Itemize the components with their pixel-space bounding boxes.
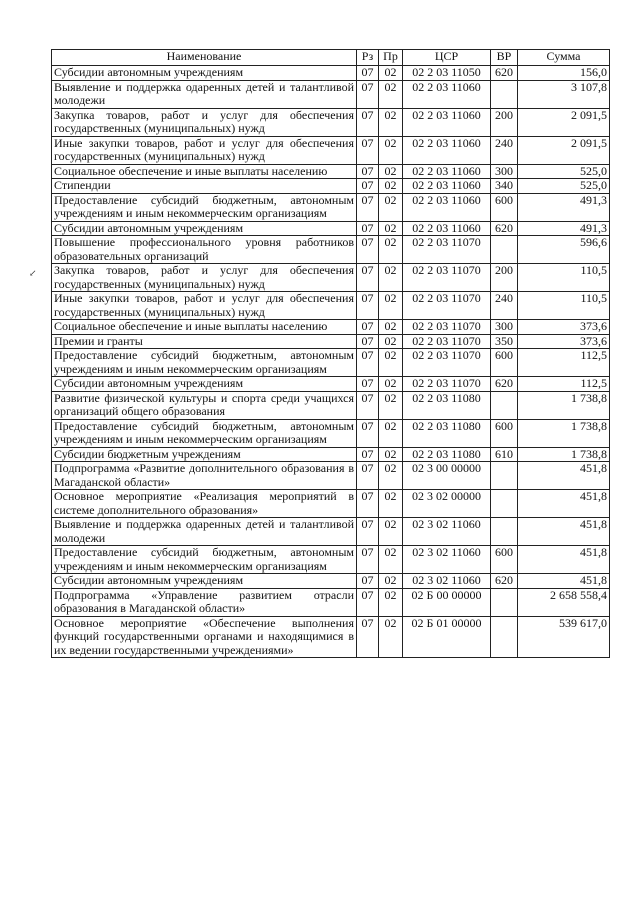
cell-pr: 02: [379, 447, 403, 462]
cell-name: Подпрограмма «Развитие дополнительного образования в Магаданской области»: [52, 462, 357, 490]
cell-pr: 02: [379, 391, 403, 419]
cell-sum: 491,3: [518, 221, 610, 236]
cell-pr: 02: [379, 264, 403, 292]
cell-csr: 02 2 03 11080: [403, 391, 491, 419]
cell-vr: 610: [491, 447, 518, 462]
cell-vr: 600: [491, 546, 518, 574]
cell-sum: 3 107,8: [518, 80, 610, 108]
cell-pr: 02: [379, 221, 403, 236]
table-row: [52, 221, 610, 236]
budget-table: [51, 49, 610, 658]
cell-pr: 02: [379, 334, 403, 349]
table-header: [52, 50, 610, 66]
cell-csr: 02 3 02 11060: [403, 574, 491, 589]
cell-csr: 02 2 03 11070: [403, 377, 491, 392]
cell-vr: 600: [491, 349, 518, 377]
cell-sum: 1 738,8: [518, 419, 610, 447]
cell-vr: 620: [491, 377, 518, 392]
table-row: [52, 518, 610, 546]
cell-sum: 525,0: [518, 179, 610, 194]
cell-sum: 2 658 558,4: [518, 588, 610, 616]
cell-sum: 491,3: [518, 193, 610, 221]
header-name: Наименование: [52, 50, 357, 66]
cell-vr: [491, 391, 518, 419]
table-row: [52, 616, 610, 658]
cell-csr: 02 3 02 11060: [403, 518, 491, 546]
cell-csr: 02 2 03 11060: [403, 136, 491, 164]
cell-vr: 200: [491, 264, 518, 292]
cell-rz: 07: [357, 164, 379, 179]
cell-sum: 112,5: [518, 349, 610, 377]
cell-sum: 373,6: [518, 334, 610, 349]
cell-pr: 02: [379, 179, 403, 194]
cell-vr: [491, 80, 518, 108]
table-row: [52, 377, 610, 392]
cell-vr: 300: [491, 164, 518, 179]
table-row: [52, 462, 610, 490]
table-row: [52, 588, 610, 616]
header-row: [52, 50, 610, 66]
cell-csr: 02 Б 01 00000: [403, 616, 491, 658]
cell-pr: 02: [379, 136, 403, 164]
cell-name: Субсидии бюджетным учреждениям: [52, 447, 357, 462]
cell-name: Закупка товаров, работ и услуг для обеспечения государственных (муниципальных) нужд: [52, 108, 357, 136]
cell-vr: 340: [491, 179, 518, 194]
cell-name: Предоставление субсидий бюджетным, автономным учреждениям и иным некоммерческим организациям: [52, 419, 357, 447]
cell-rz: 07: [357, 391, 379, 419]
cell-sum: 156,0: [518, 66, 610, 81]
cell-sum: 373,6: [518, 320, 610, 335]
table-row: [52, 236, 610, 264]
cell-name: Субсидии автономным учреждениям: [52, 377, 357, 392]
cell-pr: 02: [379, 462, 403, 490]
cell-pr: 02: [379, 108, 403, 136]
table-row: [52, 66, 610, 81]
cell-csr: 02 2 03 11060: [403, 193, 491, 221]
header-csr: ЦСР: [403, 50, 491, 66]
cell-csr: 02 Б 00 00000: [403, 588, 491, 616]
cell-sum: 110,5: [518, 264, 610, 292]
cell-vr: 300: [491, 320, 518, 335]
table-row: [52, 136, 610, 164]
header-sum: Сумма: [518, 50, 610, 66]
table-row: [52, 391, 610, 419]
cell-pr: 02: [379, 80, 403, 108]
table-row: [52, 264, 610, 292]
cell-vr: 620: [491, 66, 518, 81]
cell-name: Субсидии автономным учреждениям: [52, 66, 357, 81]
cell-name: Субсидии автономным учреждениям: [52, 221, 357, 236]
cell-name: Предоставление субсидий бюджетным, автономным учреждениям и иным некоммерческим организациям: [52, 349, 357, 377]
cell-name: Иные закупки товаров, работ и услуг для обеспечения государственных (муниципальных) нужд: [52, 136, 357, 164]
cell-rz: 07: [357, 292, 379, 320]
cell-vr: 600: [491, 193, 518, 221]
cell-rz: 07: [357, 193, 379, 221]
cell-vr: [491, 462, 518, 490]
cell-vr: 600: [491, 419, 518, 447]
header-rz: Рз: [357, 50, 379, 66]
cell-sum: 451,8: [518, 518, 610, 546]
cell-sum: 110,5: [518, 292, 610, 320]
cell-name: Иные закупки товаров, работ и услуг для обеспечения государственных (муниципальных) нужд: [52, 292, 357, 320]
cell-csr: 02 2 03 11050: [403, 66, 491, 81]
cell-name: Основное мероприятие «Обеспечение выполнения функций государственными органами и находящимися в их ведении государственными учреждениями»: [52, 616, 357, 658]
cell-rz: 07: [357, 80, 379, 108]
table-row: [52, 349, 610, 377]
cell-rz: 07: [357, 447, 379, 462]
table-row: [52, 419, 610, 447]
cell-pr: 02: [379, 588, 403, 616]
cell-sum: 451,8: [518, 574, 610, 589]
margin-mark: ↙: [29, 268, 37, 278]
table-row: [52, 292, 610, 320]
cell-csr: 02 3 02 11060: [403, 546, 491, 574]
cell-sum: 112,5: [518, 377, 610, 392]
cell-csr: 02 2 03 11060: [403, 179, 491, 194]
table-row: [52, 80, 610, 108]
cell-pr: 02: [379, 164, 403, 179]
cell-rz: 07: [357, 236, 379, 264]
cell-pr: 02: [379, 236, 403, 264]
table-row: [52, 546, 610, 574]
cell-name: Подпрограмма «Управление развитием отрасли образования в Магаданской области»: [52, 588, 357, 616]
cell-vr: 620: [491, 221, 518, 236]
cell-name: Социальное обеспечение и иные выплаты населению: [52, 320, 357, 335]
cell-vr: 240: [491, 292, 518, 320]
cell-sum: 2 091,5: [518, 136, 610, 164]
cell-vr: 200: [491, 108, 518, 136]
cell-pr: 02: [379, 377, 403, 392]
cell-rz: 07: [357, 377, 379, 392]
cell-rz: 07: [357, 419, 379, 447]
cell-pr: 02: [379, 320, 403, 335]
cell-csr: 02 3 02 00000: [403, 490, 491, 518]
cell-name: Социальное обеспечение и иные выплаты населению: [52, 164, 357, 179]
table-row: [52, 164, 610, 179]
cell-vr: [491, 588, 518, 616]
cell-csr: 02 3 00 00000: [403, 462, 491, 490]
cell-rz: 07: [357, 546, 379, 574]
cell-rz: 07: [357, 518, 379, 546]
cell-vr: [491, 518, 518, 546]
cell-rz: 07: [357, 334, 379, 349]
cell-pr: 02: [379, 349, 403, 377]
cell-rz: 07: [357, 349, 379, 377]
table-body: [52, 66, 610, 658]
cell-rz: 07: [357, 462, 379, 490]
cell-rz: 07: [357, 490, 379, 518]
cell-pr: 02: [379, 490, 403, 518]
cell-pr: 02: [379, 292, 403, 320]
cell-pr: 02: [379, 518, 403, 546]
cell-vr: 350: [491, 334, 518, 349]
cell-csr: 02 2 03 11070: [403, 236, 491, 264]
cell-sum: 1 738,8: [518, 447, 610, 462]
header-pr: Пр: [379, 50, 403, 66]
cell-sum: 451,8: [518, 490, 610, 518]
cell-name: Предоставление субсидий бюджетным, автономным учреждениям и иным некоммерческим организациям: [52, 193, 357, 221]
cell-csr: 02 2 03 11060: [403, 221, 491, 236]
table-row: [52, 320, 610, 335]
cell-sum: 539 617,0: [518, 616, 610, 658]
cell-vr: [491, 236, 518, 264]
cell-rz: 07: [357, 574, 379, 589]
cell-vr: 620: [491, 574, 518, 589]
cell-name: Закупка товаров, работ и услуг для обеспечения государственных (муниципальных) нужд: [52, 264, 357, 292]
table-row: [52, 179, 610, 194]
cell-csr: 02 2 03 11070: [403, 334, 491, 349]
cell-csr: 02 2 03 11060: [403, 108, 491, 136]
cell-rz: 07: [357, 616, 379, 658]
table-row: [52, 447, 610, 462]
cell-csr: 02 2 03 11080: [403, 447, 491, 462]
cell-name: Предоставление субсидий бюджетным, автономным учреждениям и иным некоммерческим организациям: [52, 546, 357, 574]
table-row: [52, 108, 610, 136]
cell-csr: 02 2 03 11060: [403, 80, 491, 108]
cell-rz: 07: [357, 320, 379, 335]
cell-sum: 525,0: [518, 164, 610, 179]
table-row: [52, 574, 610, 589]
cell-rz: 07: [357, 179, 379, 194]
cell-name: Развитие физической культуры и спорта среди учащихся организаций общего образования: [52, 391, 357, 419]
cell-csr: 02 2 03 11060: [403, 164, 491, 179]
cell-pr: 02: [379, 419, 403, 447]
cell-csr: 02 2 03 11070: [403, 349, 491, 377]
cell-pr: 02: [379, 574, 403, 589]
cell-vr: [491, 616, 518, 658]
cell-pr: 02: [379, 193, 403, 221]
cell-csr: 02 2 03 11070: [403, 292, 491, 320]
header-vr: ВР: [491, 50, 518, 66]
table-row: [52, 490, 610, 518]
cell-csr: 02 2 03 11070: [403, 264, 491, 292]
table-row: [52, 193, 610, 221]
cell-name: Выявление и поддержка одаренных детей и талантливой молодежи: [52, 80, 357, 108]
cell-pr: 02: [379, 546, 403, 574]
cell-vr: 240: [491, 136, 518, 164]
cell-vr: [491, 490, 518, 518]
cell-sum: 596,6: [518, 236, 610, 264]
cell-pr: 02: [379, 616, 403, 658]
cell-name: Премии и гранты: [52, 334, 357, 349]
cell-rz: 07: [357, 66, 379, 81]
cell-rz: 07: [357, 221, 379, 236]
table-row: [52, 334, 610, 349]
cell-rz: 07: [357, 588, 379, 616]
cell-csr: 02 2 03 11070: [403, 320, 491, 335]
cell-name: Субсидии автономным учреждениям: [52, 574, 357, 589]
cell-rz: 07: [357, 264, 379, 292]
cell-sum: 1 738,8: [518, 391, 610, 419]
cell-pr: 02: [379, 66, 403, 81]
cell-sum: 451,8: [518, 546, 610, 574]
cell-name: Основное мероприятие «Реализация мероприятий в системе дополнительного образования»: [52, 490, 357, 518]
cell-csr: 02 2 03 11080: [403, 419, 491, 447]
cell-sum: 451,8: [518, 462, 610, 490]
cell-sum: 2 091,5: [518, 108, 610, 136]
cell-rz: 07: [357, 108, 379, 136]
cell-rz: 07: [357, 136, 379, 164]
cell-name: Повышение профессионального уровня работников образовательных организаций: [52, 236, 357, 264]
cell-name: Стипендии: [52, 179, 357, 194]
cell-name: Выявление и поддержка одаренных детей и талантливой молодежи: [52, 518, 357, 546]
